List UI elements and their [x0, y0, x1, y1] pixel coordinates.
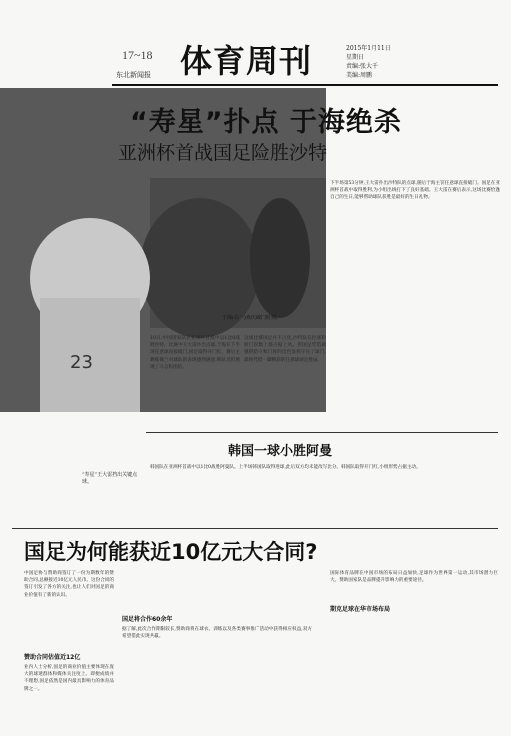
paper-name: 东北新闻报: [116, 71, 151, 79]
contract-body-4: 国际体育品牌在中国市场的布局日益加快,足球作为世界第一运动,其市场潜力巨大。赞助国家队是品牌提升影响力的重要途径。: [330, 571, 498, 584]
korea-body: 韩国队在亚洲杯首战中以1比0战胜阿曼队。上半场韩国队取得进球,此后双方均未能改写比分。韩国队取得开门红,小组形势占据主动。: [150, 465, 421, 470]
contract-headline: 国足为何能获近10亿元大合同?: [24, 540, 318, 564]
issue-day: 星期日: [346, 54, 365, 61]
issue-info: [346, 44, 436, 80]
korea-headline: 韩国一球小胜阿曼: [228, 444, 333, 459]
contract-body-1: 中国足协与赞助商签订了一份为期数年的赞助合同,总额接近10亿元人民币。这份合同的签订引发了各方的关注,也让人们对国足的商业价值有了新的认识。: [24, 571, 114, 598]
svg-text:23: 23: [70, 352, 93, 373]
contract-subhead-2: 国足将合作60余年: [122, 616, 173, 623]
issue-designer: 美编:周鹏: [346, 72, 373, 79]
lead-body-col2: 这场比赛国足并不占优,沙特队在控球和射门次数上都占据上风。但国足凭借顽强的防守和门将的出色发挥守住了球门,最终凭借一脚精彩的任意球锁定胜局。: [244, 336, 326, 363]
contract-body-2: 业内人士分析,国足的商业价值主要体现在庞大的球迷群体和媒体关注度上。即便成绩并不理想,国足依然是国内最具影响力的体育品牌之一。: [24, 665, 114, 692]
lead-headline: “寿星”扑点 于海绝杀: [130, 107, 402, 138]
lead-body-right: 下半场第53分钟,王大雷扑出沙特队的点球,随后于海主罚任意球直接破门。国足在亚洲杯首战中取得胜利,为小组出线打下了良好基础。王大雷在赛后表示,这场比赛恰逢自己的生日,能够帮助球队获胜是最好的生日礼物。: [330, 181, 500, 201]
contract-subhead-1: 赞助合同估值近12亿: [24, 654, 81, 661]
contract-subhead-3: 期克足球在华市场布局: [330, 606, 391, 613]
player-caption: “寿星”王大雷挡出关键点球。: [82, 472, 138, 485]
masthead-rule: [112, 84, 498, 86]
lead-body-col1: 10日,中国国家队在亚洲杯首战中以1比0战胜沙特。比赛中王大雷扑出点球,于海在下半场任意球直接破门,国足取得开门红。赛后主教练佩兰对球队的表现感到满意,称队员们展现了斗志和团结。: [150, 336, 240, 370]
section-title: 体育周刊: [180, 42, 313, 80]
issue-editor: 责编:张大千: [346, 63, 379, 70]
issue-date: 2015年1月11日: [346, 45, 391, 52]
korea-rule: [146, 432, 498, 433]
contract-rule: [12, 528, 498, 529]
photo-caption: 于海(右一)欢庆破门时刻。: [222, 315, 281, 321]
page-range: 17~18: [122, 48, 153, 62]
lead-subheadline: 亚洲杯首战国足险胜沙特: [118, 142, 328, 164]
contract-body-3: 据了解,此次合作期限较长,赞助商将在球衣、训练以及各类赛事推广活动中获得相应权益,双方希望借此实现共赢。: [122, 627, 312, 640]
